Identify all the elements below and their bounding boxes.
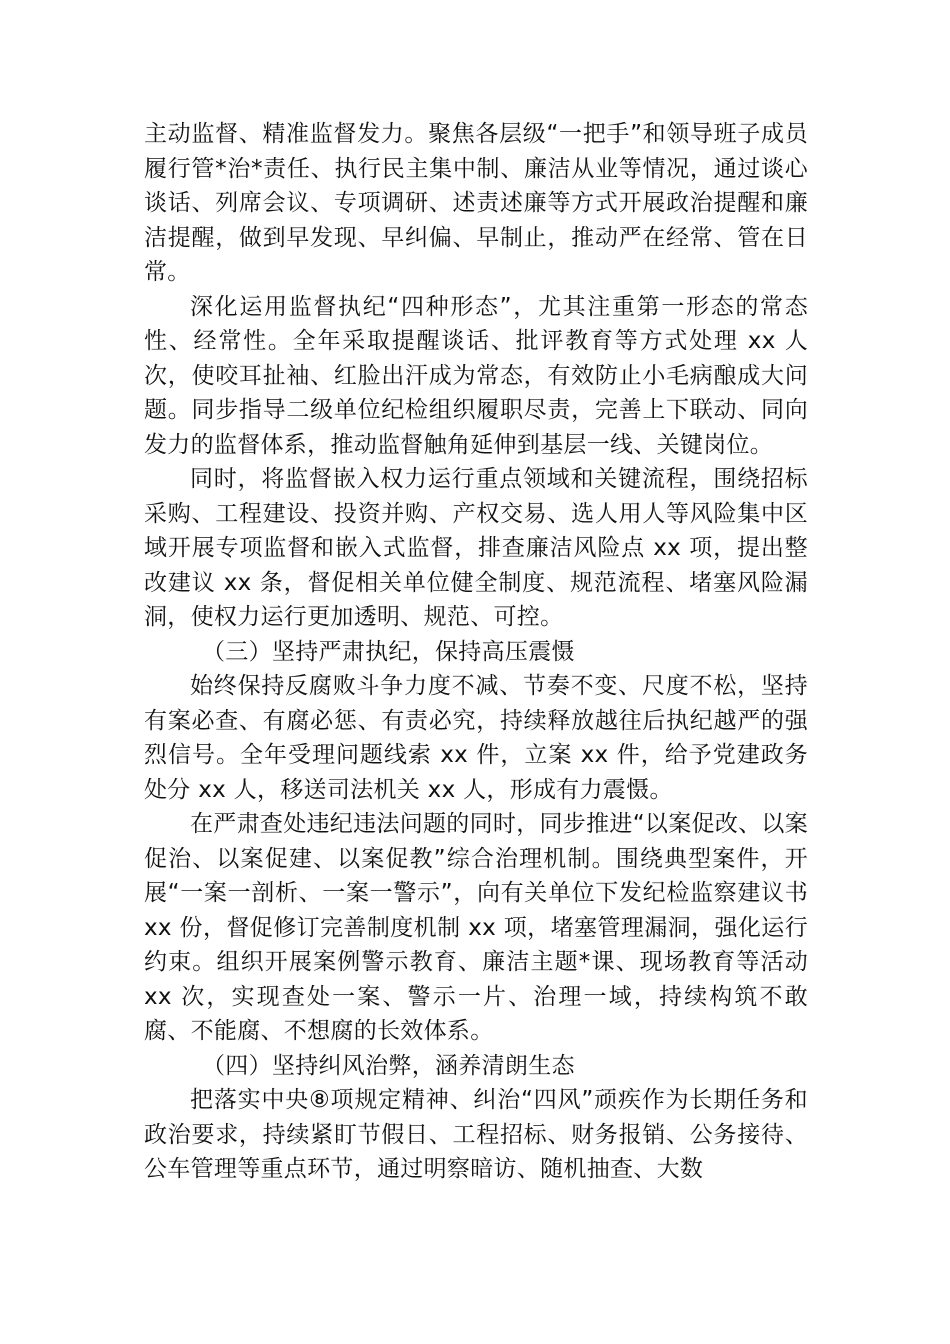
- body-paragraph: 在严肃查处违纪违法问题的同时，同步推进“以案促改、以案促治、以案促建、以案促教”综合治理机制。围绕典型案件，开展“一案一剖析、一案一警示”，向有关单位下发纪检监察建议书 xx 份，督促修订完善制度机制 xx 项，堵塞管理漏洞，强化运行约束。组织开展案例警示教育、廉洁主题*课、现场教育等活动 xx 次，实现查处一案、警示一片、治理一域，持续构筑不敢腐、不能腐、不想腐的长效体系。: [144, 811, 809, 1044]
- section-heading: （四）坚持纠风治弊，涵养清朗生态: [202, 1052, 575, 1079]
- body-paragraph: 同时，将监督嵌入权力运行重点领域和关键流程，围绕招标采购、工程建设、投资并购、产权交易、选人用人等风险集中区域开展专项监督和嵌入式监督，排查廉洁风险点 xx 项，提出整改建议 xx 条，督促相关单位健全制度、规范流程、堵塞风险漏洞，使权力运行更加透明、规范、可控。: [144, 466, 808, 630]
- section-heading: （三）坚持严肃执纪，保持高压震慑: [202, 638, 575, 665]
- body-paragraph: 始终保持反腐败斗争力度不减、节奏不变、尺度不松，坚持有案必查、有腐必惩、有责必究，持续释放越往后执纪越严的强烈信号。全年受理问题线索 xx 件，立案 xx 件，给予党建政务处分 xx 人，移送司法机关 xx 人，形成有力震慑。: [144, 673, 808, 803]
- body-paragraph: 把落实中央⑧项规定精神、纠治“四风”顽疾作为长期任务和政治要求，持续紧盯节假日、工程招标、财务报销、公务接待、公车管理等重点环节，通过明察暗访、随机抽查、大数: [144, 1087, 808, 1182]
- body-paragraph: 主动监督、精准监督发力。聚焦各层级“一把手”和领导班子成员履行管*治*责任、执行民主集中制、廉洁从业等情况，通过谈心谈话、列席会议、专项调研、述责述廉等方式开展政治提醒和廉洁提醒，做到早发现、早纠偏、早制止，推动严在经常、管在日常。: [144, 121, 808, 285]
- body-paragraph: 深化运用监督执纪“四种形态”，尤其注重第一形态的常态性、经常性。全年采取提醒谈话、批评教育等方式处理 xx 人次，使咬耳扯袖、红脸出汗成为常态，有效防止小毛病酿成大问题。同步指导二级单位纪检组织履职尽责，完善上下联动、同向发力的监督体系，推动监督触角延伸到基层一线、关键岗位。: [144, 293, 808, 458]
- document-page: [144, 117, 808, 1187]
